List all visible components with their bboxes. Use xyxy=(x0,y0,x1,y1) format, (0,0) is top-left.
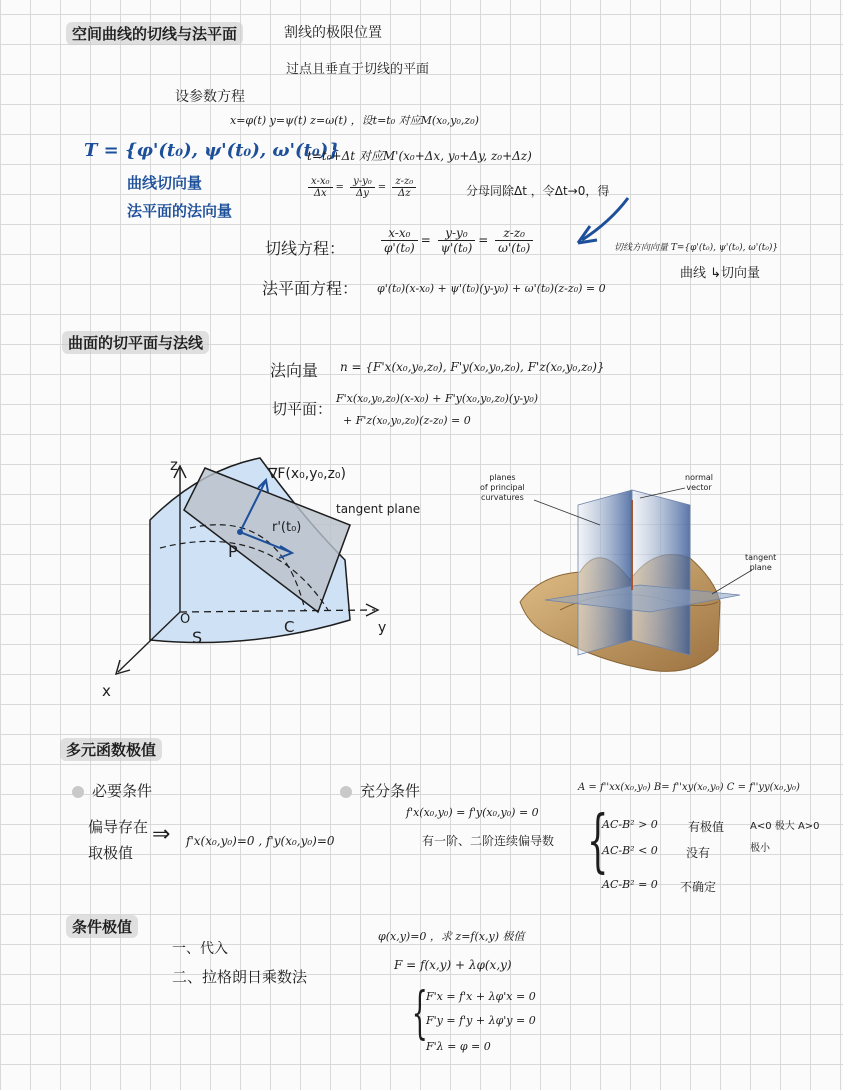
tangent-plane-eq-line1: F'x(x₀,y₀,z₀)(x-x₀) + F'y(x₀,y₀,z₀)(y-y₀) xyxy=(336,392,539,405)
tangent-vector-T: T = {φ'(t₀), ψ'(t₀), ω'(t₀)} xyxy=(84,140,340,161)
fig-C-label: C xyxy=(284,618,295,636)
extremum-text: 取极值 xyxy=(88,844,134,862)
case-3-condition: AC-B² = 0 xyxy=(602,878,658,891)
fig-rprime-label: r'(t₀) xyxy=(272,520,302,535)
blue-note-normal-vector: 法平面的法向量 xyxy=(127,202,233,220)
fig-P-label: P xyxy=(228,542,238,561)
normal-plane-label: 法平面方程： xyxy=(262,279,359,298)
label-principal-planes: planes of principal curvatures xyxy=(480,473,525,502)
blue-note-curve-tangent: 曲线切向量 xyxy=(127,174,203,192)
case-2-condition: AC-B² < 0 xyxy=(602,844,658,857)
difference-quotient: $\frac{\text{x-x₀}}{\Delta x}$ = $\frac{\text{y-y₀}}{\Delta y}$ = $\frac{\text{z-z₀}}{\Delta z}$ xyxy=(305,176,419,199)
fig-z-label: z xyxy=(170,456,178,474)
fig-grad-label: ∇F(x₀,y₀,z₀) xyxy=(268,466,346,482)
tangent-line-equation: $\frac{\text{x-x₀}}{\text{φ'(t₀)}}$ = $\frac{\text{y-y₀}}{\text{ψ'(t₀)}}$ = $\frac{\text{z-z₀}}{\text{ω'(t₀)}}$ xyxy=(378,226,536,255)
partial-exists-text: 偏导存在 xyxy=(88,818,149,836)
lagrange-eq-2: F'y = f'y + λφ'y = 0 xyxy=(426,1014,536,1027)
param-equations: x=φ(t) y=ψ(t) z=ω(t) ，设t=t₀ 对应M(x₀,y₀,z₀) xyxy=(230,114,479,127)
t-shift-equation: t=t₀+Δt 对应M'(x₀+Δx, y₀+Δy, z₀+Δz) xyxy=(307,149,532,163)
lagrange-system-brace: { xyxy=(411,981,428,1046)
necessary-condition-heading: 必要条件 xyxy=(72,780,152,801)
fig-x-label: x xyxy=(102,682,111,700)
section-heading-extrema: 多元函数极值 xyxy=(60,738,162,761)
limit-note: 分母同除Δt ，令Δt→0，得 xyxy=(466,184,610,198)
case-3-result: 不确定 xyxy=(680,880,717,894)
method-substitution: 一、代入 xyxy=(172,941,228,957)
fig-O-label: O xyxy=(180,612,191,627)
case-1-condition: AC-B² > 0 xyxy=(602,818,658,831)
sufficient-condition-heading: 充分条件 xyxy=(340,780,420,801)
normal-vector-label: 法向量 xyxy=(270,361,319,380)
label-tangent-plane: tangent plane xyxy=(745,553,777,572)
tangent-line-label: 切线方程： xyxy=(265,239,346,258)
fig-tangent-plane-label: tangent plane xyxy=(336,502,421,516)
section-heading-surface-tangent: 曲面的切平面与法线 xyxy=(62,331,209,354)
abc-definitions: A = f''xx(x₀,y₀) B= f''xy(x₀,y₀) C = f''yy(x₀,y₀) xyxy=(578,782,800,793)
fig-S-label: S xyxy=(192,628,203,647)
tangent-plane-label: 切平面： xyxy=(272,400,333,418)
case-2-result: 没有 xyxy=(686,846,711,860)
label-normal-vector: normal vector xyxy=(685,473,714,492)
note-normal-plane-def: 过点且垂直于切线的平面 xyxy=(286,62,430,77)
side-note-direction: 切线方向向量 T={φ'(t₀), ψ'(t₀), ω'(t₀)} xyxy=(614,243,779,253)
lagrange-eq-3: F'λ = φ = 0 xyxy=(426,1040,491,1053)
case-1-extra: A<0 极大 A>0 极小 xyxy=(750,821,820,854)
sufficient-text: 有一阶、二阶连续偏导数 xyxy=(422,834,555,848)
normal-plane-equation: φ'(t₀)(x-x₀) + ψ'(t₀)(y-y₀) + ω'(t₀)(z-z₀) = 0 xyxy=(377,282,606,295)
case-1-result: 有极值 xyxy=(688,820,725,834)
section-heading-space-curve: 空间曲线的切线与法平面 xyxy=(66,22,243,45)
cases-brace: { xyxy=(586,802,609,881)
lagrange-eq-1: F'x = f'x + λφ'x = 0 xyxy=(426,990,536,1003)
section-heading-conditional-extrema: 条件极值 xyxy=(66,915,138,938)
normal-vector-equation: n = {F'x(x₀,y₀,z₀), F'y(x₀,y₀,z₀), F'z(x₀,y₀,z₀)} xyxy=(340,360,605,374)
note-secant-limit: 割线的极限位置 xyxy=(284,25,382,41)
param-label: 设参数方程 xyxy=(175,89,245,105)
side-note-curve-tangent: 曲线 ↳切向量 xyxy=(680,266,761,281)
fig-y-label: y xyxy=(378,620,387,636)
sufficient-equation: f'x(x₀,y₀) = f'y(x₀,y₀) = 0 xyxy=(406,806,539,819)
lagrange-function: F = f(x,y) + λφ(x,y) xyxy=(394,958,512,972)
necessary-equation: f'x(x₀,y₀)=0 , f'y(x₀,y₀)=0 xyxy=(186,834,335,848)
method-lagrange: 二、拉格朗日乘数法 xyxy=(172,968,308,986)
constraint-text: φ(x,y)=0 ，求 z=f(x,y) 极值 xyxy=(378,930,525,943)
tangent-plane-eq-line2: + F'z(x₀,y₀,z₀)(z-z₀) = 0 xyxy=(343,414,471,427)
implies-arrow: ⇒ xyxy=(152,822,171,847)
